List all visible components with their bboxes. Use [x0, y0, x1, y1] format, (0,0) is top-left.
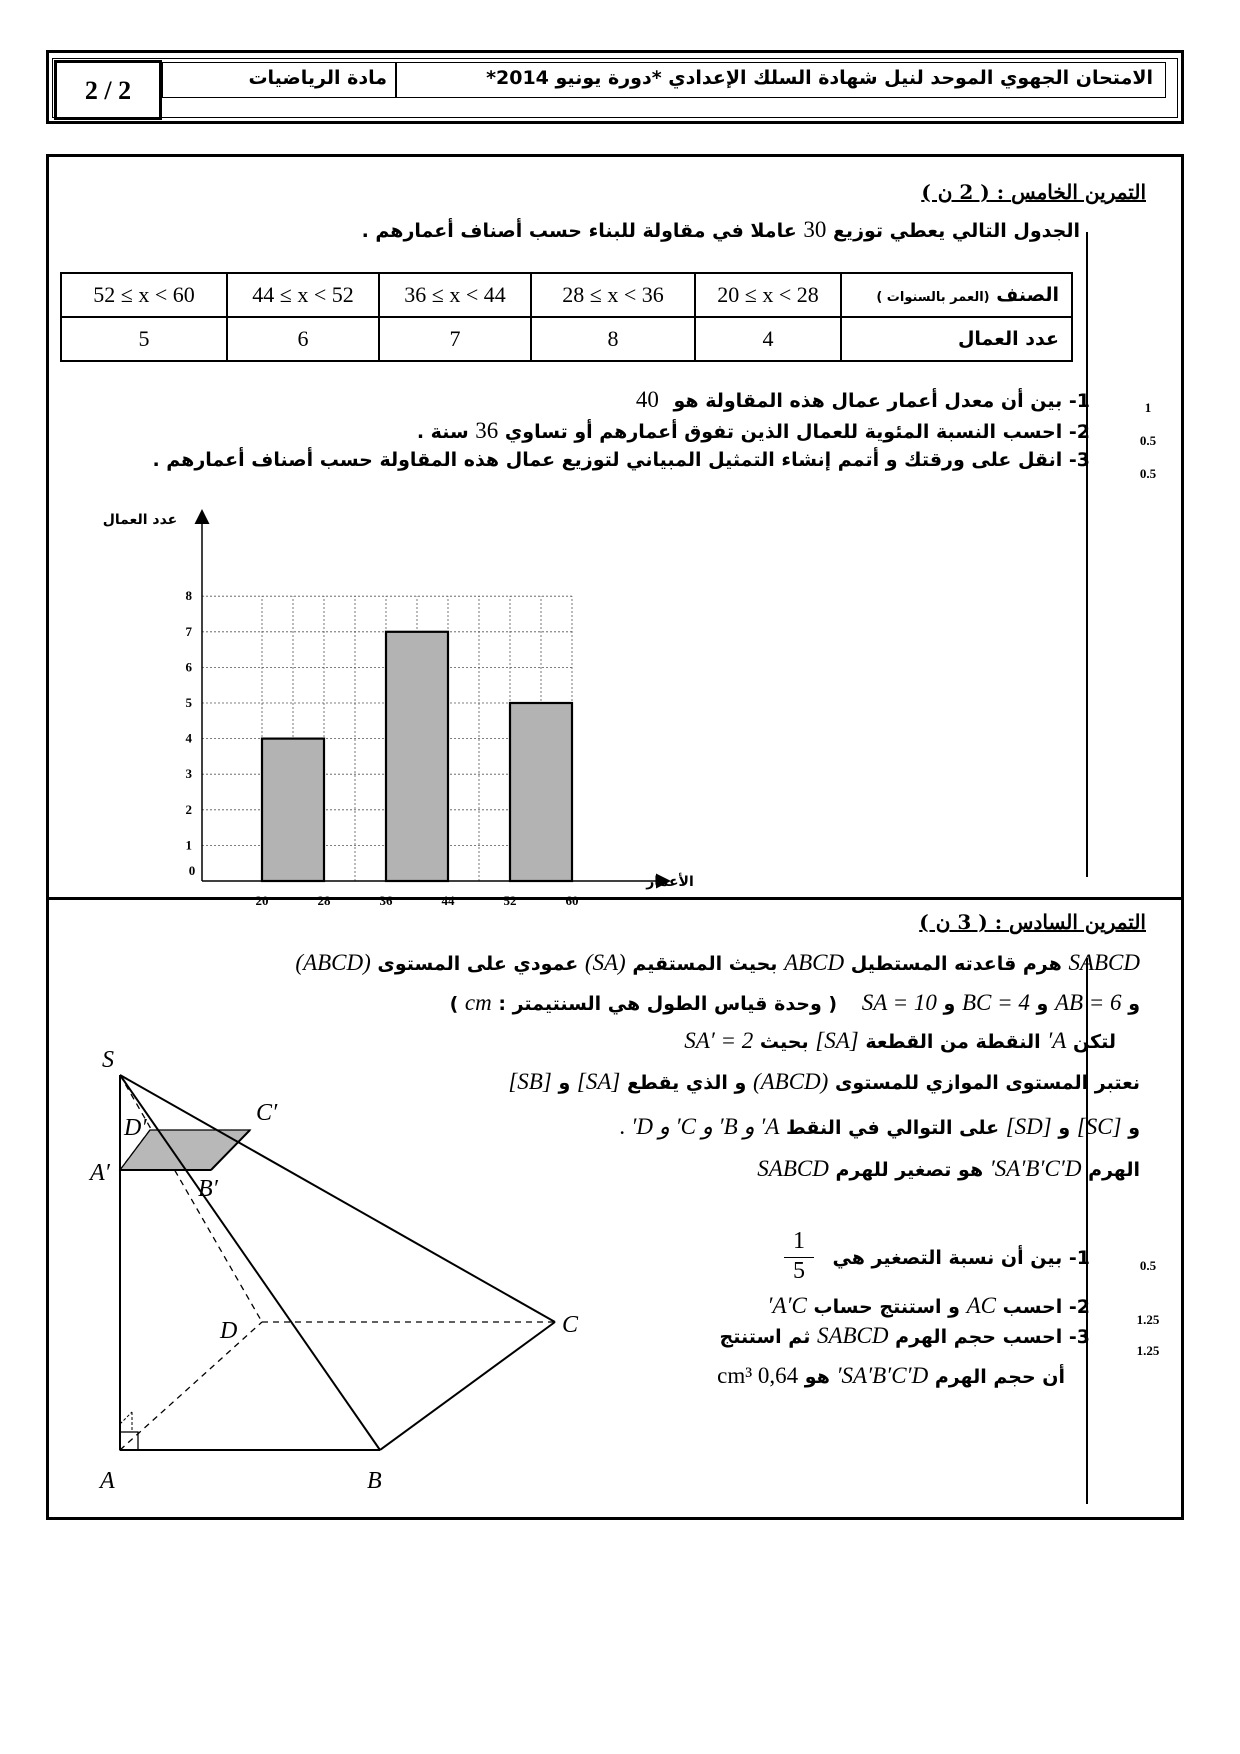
text-term: لتكن: [1072, 1031, 1116, 1053]
q-text: أن حجم الهرم: [934, 1366, 1065, 1388]
math-term: A′ و B′ و C′ و D′ .: [619, 1114, 780, 1139]
math-term: SABCD: [1068, 950, 1140, 975]
ex6-question-3-cont: [717, 1363, 1065, 1389]
mark-ex6-q2: 1.25: [1136, 1312, 1160, 1327]
text-term: بحيث المستقيم: [632, 953, 778, 975]
table-row-label: [841, 273, 1072, 317]
text-term: و: [1058, 1117, 1071, 1139]
table-cell: 7: [379, 317, 531, 361]
math-term: A′: [1047, 1028, 1067, 1053]
math-term: SA′ = 2: [684, 1028, 754, 1053]
q-text: احسب النسبة المئوية للعمال الذين تفوق أعمارهم أو تساوي: [504, 421, 1063, 443]
y-tick-label: 5: [185, 695, 192, 710]
text-term: الهرم: [1088, 1159, 1140, 1181]
x-tick-label: 20: [255, 893, 269, 908]
label-Ap: A′: [90, 1160, 110, 1186]
math-term: ABCD: [784, 950, 845, 975]
q-number: 2-: [1068, 1296, 1090, 1318]
q-text: ثم استنتج: [719, 1326, 811, 1348]
text-term: و الذي يقطع: [626, 1072, 747, 1094]
label-D: D: [220, 1318, 238, 1344]
q-number: 1-: [1068, 1247, 1090, 1269]
row1-sublabel: (العمر بالسنوات ): [876, 290, 990, 305]
ex6-question-1: [833, 1247, 1091, 1269]
q-value: 40: [635, 387, 659, 412]
histogram-bar: [386, 632, 448, 881]
text-term: و: [943, 993, 956, 1015]
text-term: ): [449, 993, 459, 1015]
x-tick-label: 36: [379, 893, 393, 908]
table-cell: 8: [531, 317, 695, 361]
math-term: A′C′: [767, 1293, 807, 1318]
y-tick-label: 3: [185, 766, 192, 782]
text-term: بحيث: [759, 1031, 809, 1053]
table-cell: 20 ≤ x < 28: [695, 273, 841, 317]
label-B: B: [367, 1468, 382, 1494]
q-tail: سنة .: [416, 421, 469, 443]
histogram-bar: [510, 703, 572, 881]
mark-ex5-q2: 0.5: [1139, 433, 1157, 448]
table-row: [61, 273, 1072, 317]
table-cell: 36 ≤ x < 44: [379, 273, 531, 317]
math-term: [SD]: [1005, 1114, 1052, 1139]
math-term: SABCD: [816, 1323, 889, 1348]
math-term: SA = 10: [861, 990, 937, 1015]
row1-label: الصنف: [996, 284, 1059, 306]
text-term: هو تصغير للهرم: [835, 1159, 984, 1181]
label-Cp: C′: [256, 1100, 278, 1126]
y-tick-label: 2: [185, 801, 192, 817]
table-cell: 44 ≤ x < 52: [227, 273, 379, 317]
text-term: و: [1036, 993, 1049, 1015]
q-number: 2-: [1068, 421, 1090, 443]
fraction-denominator: 5: [784, 1257, 814, 1285]
mark-ex6-q3: 1.25: [1136, 1343, 1160, 1358]
ex6-line-4: [508, 1069, 1140, 1095]
ex5-heading: التمرين الخامس : ( 2 ن ): [921, 180, 1146, 204]
mark-ex6-q1: 0.5: [1139, 1258, 1157, 1273]
label-C: C: [562, 1312, 579, 1338]
q-text: احسب حجم الهرم: [895, 1326, 1063, 1348]
ex6-line-3: [684, 1028, 1116, 1054]
histogram-bar: [262, 739, 324, 881]
page-number: 2 / 2: [54, 60, 162, 120]
q-number: 3-: [1068, 449, 1090, 471]
table-row-label: عدد العمال: [841, 317, 1072, 361]
math-term: [SC]: [1076, 1114, 1122, 1139]
q-text: هو: [804, 1366, 830, 1388]
ex6-line-6: [757, 1156, 1140, 1182]
x-tick-label: 52: [503, 893, 517, 908]
q-text: احسب: [1002, 1296, 1063, 1318]
q-text: انقل على ورقتك و أتمم إنشاء التمثيل المبياني لتوزيع عمال هذه المقاولة حسب أصناف أعمارهم .: [152, 449, 1063, 471]
subject-label: مادة الرياضيات: [162, 62, 396, 98]
text-term: نعتبر المستوى الموازي للمستوى: [834, 1072, 1140, 1094]
math-term: SA′B′C′D′: [989, 1156, 1082, 1181]
math-term: AC: [966, 1293, 996, 1318]
math-term: 0,64 cm³: [717, 1363, 799, 1388]
q-number: 3-: [1068, 1326, 1090, 1348]
x-tick-label: 28: [317, 893, 331, 908]
y-axis-label: عدد العمال: [102, 512, 178, 528]
ex5-intro-b: عاملا في مقاولة للبناء حسب أصناف أعمارهم .: [361, 220, 797, 242]
ex5-title: التمرين الخامس: [1011, 180, 1146, 204]
origin-label: 0: [188, 863, 196, 878]
mark-ex5-q1: 1: [1144, 400, 1152, 415]
text-term: النقطة من القطعة: [865, 1031, 1041, 1053]
text-term: و: [1128, 1117, 1140, 1139]
label-Dp: D′: [124, 1115, 147, 1141]
math-term: cm: [464, 990, 492, 1015]
ex5-intro-number: 30: [803, 217, 827, 242]
right-angle-mark-hidden: [120, 1412, 132, 1424]
edge-SD: [120, 1075, 262, 1322]
edge-BC: [380, 1322, 555, 1450]
y-tick-label: 8: [185, 588, 192, 604]
ex6-points: ( 3 ن ): [919, 910, 988, 934]
ex6-question-2: [767, 1293, 1090, 1319]
ex5-question-1: [636, 387, 1090, 413]
marks-column-line-ex5: [1086, 232, 1088, 877]
label-Bp: B′: [198, 1176, 218, 1202]
text-term: و: [558, 1072, 571, 1094]
q-text: بين أن معدل أعمار عمال هذه المقاولة هو: [673, 390, 1063, 412]
label-A: A: [100, 1468, 115, 1494]
math-term: [SB]: [508, 1069, 552, 1094]
ex5-points: ( 2 ن ): [921, 180, 990, 204]
text-term: على التوالي في النقط: [786, 1117, 1000, 1139]
table-cell: 6: [227, 317, 379, 361]
math-term: [SA]: [576, 1069, 621, 1094]
ex6-line-5: [620, 1114, 1140, 1140]
ex6-question-3: [720, 1323, 1090, 1349]
table-cell: 52 ≤ x < 60: [61, 273, 227, 317]
y-tick-label: 1: [185, 837, 192, 853]
q-number: 1-: [1068, 390, 1090, 412]
fraction-numerator: 1: [793, 1228, 805, 1254]
text-term: هرم قاعدته المستطيل: [850, 953, 1062, 975]
math-term: AB = 6: [1054, 990, 1122, 1015]
ex6-title: التمرين السادس: [1009, 910, 1146, 934]
text-term: ( وحدة قياس الطول هي السنتيمتر :: [498, 993, 838, 1015]
ex5-intro-a: الجدول التالي يعطي توزيع: [832, 220, 1080, 242]
ex6-line-1: [295, 950, 1140, 976]
ex6-line-2: [450, 990, 1140, 1016]
math-term: (SA): [584, 950, 626, 975]
math-term: SABCD: [757, 1156, 829, 1181]
mark-ex5-q3: 0.5: [1139, 466, 1157, 481]
text-term: و: [1128, 993, 1140, 1015]
table-cell: 4: [695, 317, 841, 361]
q-text: بين أن نسبة التصغير هي: [832, 1247, 1063, 1269]
x-axis-label: الأعمار: [646, 874, 694, 890]
q-text: و استنتج حساب: [813, 1296, 960, 1318]
math-term: (ABCD): [295, 950, 371, 975]
math-term: (ABCD): [752, 1069, 829, 1094]
ex5-question-3: [152, 449, 1090, 471]
fraction-one-fifth: [784, 1228, 814, 1285]
x-tick-label: 60: [565, 893, 579, 908]
math-term: BC = 4: [961, 990, 1030, 1015]
exam-title: الامتحان الجهوي الموحد لنيل شهادة السلك الإعدادي *دورة يونيو 2014*: [396, 62, 1166, 98]
pyramid-figure: [80, 1040, 600, 1500]
histogram-chart: [90, 500, 710, 908]
label-S: S: [102, 1047, 114, 1073]
text-term: عمودي على المستوى: [377, 953, 579, 975]
table-row: [61, 317, 1072, 361]
edge-SC: [120, 1075, 555, 1322]
distribution-table: [60, 272, 1073, 362]
table-cell: 28 ≤ x < 36: [531, 273, 695, 317]
y-tick-label: 4: [185, 730, 192, 746]
y-tick-label: 6: [185, 659, 192, 675]
math-term: SA′B′C′D′: [836, 1363, 929, 1388]
y-tick-label: 7: [185, 623, 192, 639]
ex5-question-2: [417, 418, 1090, 444]
ex5-intro: [362, 217, 1080, 243]
table-cell: 5: [61, 317, 227, 361]
q-value: 36: [475, 418, 499, 443]
edge-AD: [120, 1322, 262, 1450]
ex6-heading: التمرين السادس : ( 3 ن ): [919, 910, 1146, 934]
x-tick-label: 44: [441, 893, 455, 908]
math-term: [SA]: [815, 1028, 859, 1053]
